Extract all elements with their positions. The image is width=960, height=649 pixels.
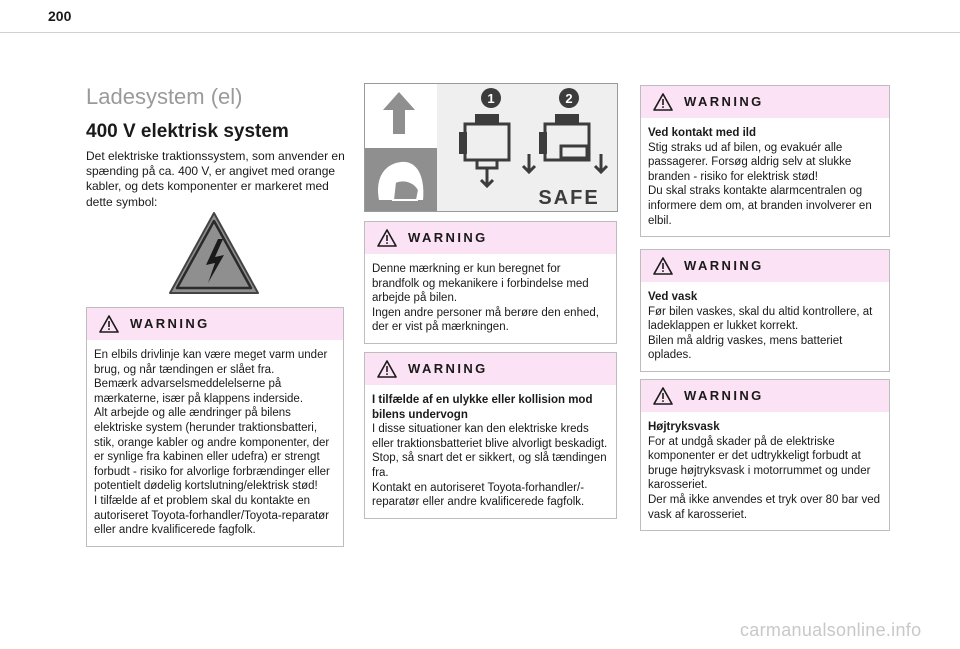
step-1-badge (481, 88, 501, 108)
warning-label: WARNING (130, 316, 210, 331)
warning-text-line: Kontakt en autoriseret Toyota-forhandler/-reparatør eller andre kvalificerede fagfolk. (372, 481, 585, 509)
warning-text-line: Der må ikke anvendes et tryk over 80 bar ved vask af karosseriet. (648, 493, 881, 521)
warning-body (365, 385, 616, 518)
warning-lead: Højtryksvask (648, 421, 720, 433)
warning-text-line: I disse situationer kan den elektriske kreds eller traktionsbatteriet blive alvorligt beskadigt. (372, 423, 608, 450)
warning-box-high-pressure (640, 379, 890, 531)
intro-paragraph: Det elektriske traktionssystem, som anvender en spænding på ca. 400 V, er angivet med orange kabler, og dets komponenter er markeret med dette symbol: (86, 149, 345, 209)
subsection-title: 400 V elektrisk system (86, 121, 289, 142)
step-1-number: 1 (487, 91, 495, 106)
warning-body (641, 412, 889, 530)
warning-label: WARNING (684, 94, 764, 109)
warning-header (365, 353, 616, 385)
page-number: 200 (48, 8, 72, 24)
footer-watermark: carmanualsonline.info (740, 620, 922, 640)
warning-text-line: Bemærk advarselsmeddelelserne på mærkaterne, især på klappens inderside. (94, 378, 304, 405)
warning-box-fire (640, 85, 890, 237)
warning-triangle-icon (99, 315, 119, 333)
header-divider (0, 32, 960, 33)
section-title: Ladesystem (el) (86, 84, 243, 109)
warning-box-accident (364, 352, 617, 519)
warning-body (641, 118, 889, 236)
warning-text-line: Denne mærkning er kun beregnet for brandfolk og mekanikere i forbindelse med arbejde på bilen. (372, 263, 589, 305)
warning-lead: I tilfælde af en ulykke eller kollision mod bilens undervogn (372, 394, 593, 421)
warning-triangle-icon (653, 387, 673, 405)
warning-text-line: Alt arbejde og alle ændringer på bilens elektriske system (herunder traktionsbatteri, stik, orange kabler og andre komponenter, der er synlige fra kabinen eller udefra) er strengt forbudt - risiko for alvorlige forbrændinger eller potentielt dødelig kortslutning/elektrisk stød! (94, 407, 330, 493)
warning-label: WARNING (408, 361, 488, 376)
warning-header (641, 86, 889, 118)
warning-lead: Ved vask (648, 291, 698, 303)
warning-header (365, 222, 616, 254)
step-2-badge (559, 88, 579, 108)
high-voltage-warning-icon (168, 211, 260, 295)
warning-box-marking (364, 221, 617, 344)
warning-header (641, 380, 889, 412)
warning-body (365, 254, 616, 343)
warning-triangle-icon (377, 229, 397, 247)
warning-text-line: I tilfælde af et problem skal du kontakte en autoriseret Toyota-forhandler/Toyota-reparatør eller andre kvalificerede fagfolk. (94, 494, 330, 537)
warning-text-line: Stig straks ud af bilen, og evakuér alle passagerer. Forsøg aldrig selv at slukke branden - risiko for elektrisk stød! (648, 141, 852, 183)
warning-text-line: Før bilen vaskes, skal du altid kontrollere, at ladeklappen er lukket korrekt. (648, 305, 873, 333)
warning-label: WARNING (408, 230, 488, 245)
warning-label: WARNING (684, 388, 764, 403)
warning-box-washing (640, 249, 890, 372)
warning-body (87, 340, 343, 546)
warning-text-line: Ingen andre personer må berøre den enhed, der er vist på mærkningen. (372, 306, 599, 334)
warning-triangle-icon (377, 360, 397, 378)
warning-header (641, 250, 889, 282)
safe-label-illustration (364, 83, 618, 212)
safe-text: SAFE (538, 187, 600, 209)
warning-text-line: Du skal straks kontakte alarmcentralen og informere dem om, at branden involverer en elbil. (648, 185, 872, 227)
warning-triangle-icon (653, 257, 673, 275)
warning-label: WARNING (684, 258, 764, 273)
warning-text-line: Stop, så snart det er sikkert, og slå tændingen fra. (372, 452, 607, 479)
warning-triangle-icon (653, 93, 673, 111)
step-2-number: 2 (565, 91, 573, 106)
warning-text-line: For at undgå skader på de elektriske komponenter er det udtrykkeligt forbudt at bruge højtryksvask i motorrummet og under karosseriet. (648, 435, 871, 492)
warning-text-line: En elbils drivlinje kan være meget varm under brug, og når tændingen er slået fra. (94, 349, 328, 376)
warning-lead: Ved kontakt med ild (648, 127, 756, 139)
warning-box-drivetrain (86, 307, 344, 547)
warning-body (641, 282, 889, 371)
warning-header (87, 308, 343, 340)
warning-text-line: Bilen må aldrig vaskes, mens batteriet oplades. (648, 334, 843, 362)
